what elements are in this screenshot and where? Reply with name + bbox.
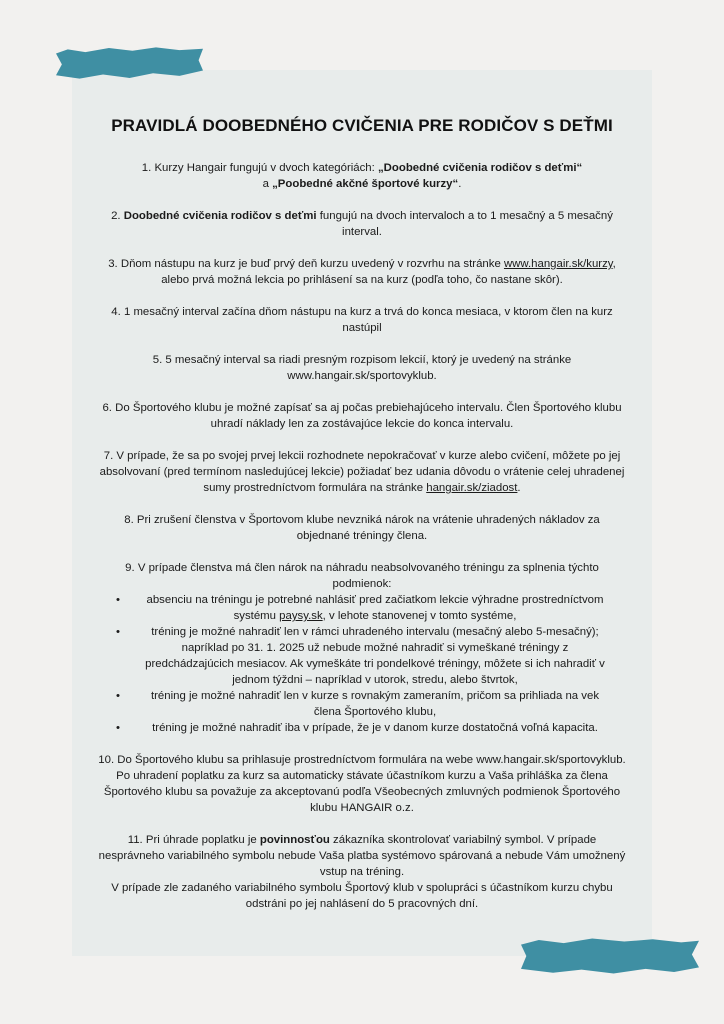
rule-11-text: 11. Pri úhrade poplatku je [127,834,260,846]
rule-2-text: fungujú na dvoch intervaloch a to 1 mesačný a 5 mesačný interval. [316,210,613,238]
rule-4: 4. 1 mesačný interval začína dňom nástupu na kurz a trvá do konca mesiaca, v ktorom člen na kurz nastúpil [111,306,613,334]
page-title: PRAVIDLÁ DOOBEDNÉHO CVIČENIA PRE RODIČOV S DEŤMI [111,116,613,135]
rule-10: 10. Do Športového klubu sa prihlasuje prostredníctvom formulára na webe www.hangair.sk/sportovyklub. Po uhradení poplatku za kurz sa automaticky stávate účastníkom kurzu a Vaša prihláška za člena Športového klubu sa považuje za akceptovanú podľa Všeobecných zmluvných podmienok Športového klubu HANGAIR o.z. [98,754,626,814]
rule-1-text-2: a [262,178,273,190]
rule-1-category-1: „Doobedné cvičenia rodičov s deťmi“ [377,162,583,174]
rule-2-number: 2. [111,210,124,222]
rule-7-end: . [517,482,521,494]
list-item [98,592,626,624]
list-item: • tréning je možné nahradiť iba v prípade, že je v danom kurze dostatočná voľná kapacita. [98,720,626,736]
tape-decoration-top [56,46,203,80]
rule-1 [98,160,626,192]
rule-11-note: V prípade zle zadaného variabilného symbolu Športový klub v spolupráci s účastníkom kurzu chybu odstráni po jej nahlásení do 5 pracovných dní. [111,882,613,910]
rule-9-intro: 9. V prípade členstva má člen nárok na náhradu neabsolvovaného tréningu za splnenia týchto podmienok: [125,562,599,590]
tape-decoration-bottom [521,937,699,975]
rule-2 [98,208,626,240]
rule-11 [98,832,626,880]
rule-7 [98,448,626,496]
ziadost-link[interactable]: hangair.sk/ziadost [426,482,518,494]
condition-1-text: absenciu na tréningu je potrebné nahlásiť pred začiatkom lekcie výhradne prostredníctvom systému [146,594,604,622]
rules-content [98,160,626,928]
rule-1-category-2: „Poobedné akčné športové kurzy“ [272,178,459,190]
rule-11-text-2: zákazníka skontrolovať variabilný symbol. V prípade nesprávneho variabilného symbolu nebude Vaša platba systémovo spárovaná a nebude Vám umožnený vstup na tréning. [98,834,626,878]
rule-3 [98,256,626,288]
rule-9-conditions [98,592,626,736]
rule-7-text: 7. V prípade, že sa po svojej prvej lekcii rozhodnete nepokračovať v kurze alebo cvičení, môžete po jej absolvovaní (pred termínom nasledujúcej lekcie) požiadať bez udania dôvodu o vrátenie celej uhradenej sumy prostredníctvom formulára na stránke [99,450,625,494]
condition-1-end: , v lehote stanovenej v tomto systéme, [322,610,517,622]
rule-3-text: 3. Dňom nástupu na kurz je buď prvý deň kurzu uvedený v rozvrhu na stránke [108,258,504,270]
kurzy-link[interactable]: www.hangair.sk/kurzy [503,258,613,270]
rule-5: 5. 5 mesačný interval sa riadi presným rozpisom lekcií, ktorý je uvedený na stránke www.hangair.sk/sportovyklub. [152,354,572,382]
rule-1-text: 1. Kurzy Hangair fungujú v dvoch kategóriách: [141,162,378,174]
list-item: • tréning je možné nahradiť len v rámci uhradeného intervalu (mesačný alebo 5-mesačný); napríklad po 31. 1. 2025 už nebude možné nahradiť si vymeškané tréningy z predchádzajúcich mesiacov. Ak vymeškáte tri pondelkové tréningy, môžete si ich nahradiť v jednom týždni – napríklad v utorok, stredu, alebo štvrtok, [98,624,626,688]
rule-1-end: . [458,178,462,190]
rule-11-bold: povinnosťou [259,834,330,846]
list-item: • tréning je možné nahradiť len v kurze s rovnakým zameraním, pričom sa prihliada na vek člena Športového klubu, [98,688,626,720]
rule-8: 8. Pri zrušení členstva v Športovom klube nevzniká nárok na vrátenie uhradených nákladov za objednané tréningy člena. [124,514,600,542]
rule-2-bold: Doobedné cvičenia rodičov s deťmi [123,210,317,222]
rule-6: 6. Do Športového klubu je možné zapísať sa aj počas prebiehajúceho intervalu. Člen Športového klubu uhradí náklady len za zostávajúce lekcie do konca intervalu. [102,402,622,430]
paysy-link[interactable]: paysy.sk [279,610,323,622]
rule-3-text-2: , alebo prvá možná lekcia po prihlásení sa na kurz (podľa toho, čo nastane skôr). [161,258,616,286]
